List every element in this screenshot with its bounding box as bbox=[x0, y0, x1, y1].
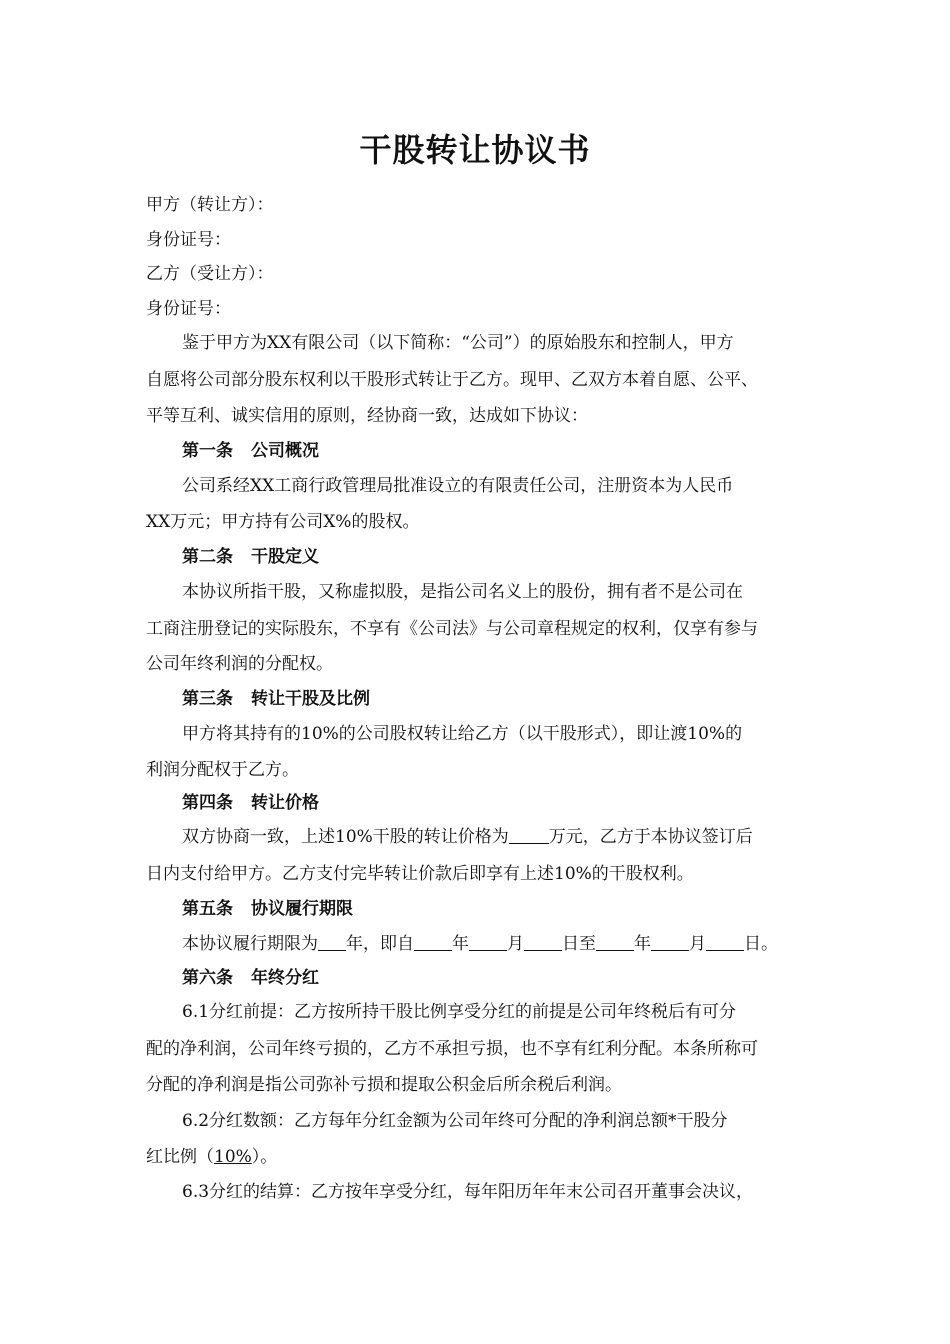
start-year-blank bbox=[414, 932, 452, 951]
article-name: 公司概况 bbox=[251, 441, 319, 461]
preamble-line: 平等互利、诚实信用的原则，经协商一致，达成如下协议： bbox=[146, 406, 588, 426]
article-name: 协议履行期限 bbox=[251, 899, 353, 919]
article-4-line: 日内支付给甲方。乙方支付完毕转让价款后即享有上述10%的干股权利。 bbox=[146, 864, 694, 884]
clause-6-1-line: 分配的净利润是指公司弥补亏损和提取公积金后所余税后利润。 bbox=[146, 1075, 622, 1095]
article-number: 第三条 bbox=[182, 689, 233, 709]
article-1-heading bbox=[182, 439, 319, 463]
article-2-line: 工商注册登记的实际股东，不享有《公司法》与公司章程规定的权利，仅享有参与 bbox=[146, 619, 758, 639]
article-4-heading bbox=[182, 791, 319, 815]
end-month-blank bbox=[651, 932, 689, 951]
clause-6-1-line: 6.1分红前提：乙方按所持干股比例享受分红的前提是公司年终税后有可分 bbox=[182, 1002, 737, 1022]
article-1-line: 公司系经XX工商行政管理局批准设立的有限责任公司，注册资本为人民币 bbox=[182, 476, 734, 496]
years-blank bbox=[318, 932, 346, 951]
article-number: 第六条 bbox=[182, 968, 233, 988]
start-month-blank bbox=[469, 932, 507, 951]
article-number: 第二条 bbox=[182, 547, 233, 567]
clause-6-2-line: 红比例（10%）。 bbox=[146, 1147, 278, 1167]
article-3-line: 利润分配权于乙方。 bbox=[146, 760, 299, 780]
end-day-blank bbox=[706, 932, 744, 951]
document-title: 干股转让协议书 bbox=[359, 131, 591, 169]
article-number: 第四条 bbox=[182, 793, 233, 813]
article-name: 干股定义 bbox=[251, 547, 319, 567]
article-1-line: XX万元；甲方持有公司X%的股权。 bbox=[146, 512, 420, 532]
article-name: 转让价格 bbox=[251, 793, 319, 813]
article-name: 转让干股及比例 bbox=[251, 689, 370, 709]
article-3-heading bbox=[182, 687, 370, 711]
party-b-label: 乙方（受让方）： bbox=[146, 264, 274, 284]
party-a-label: 甲方（转让方）： bbox=[146, 195, 274, 215]
article-5-heading bbox=[182, 897, 353, 921]
preamble-line: 自愿将公司部分股东权利以干股形式转让于乙方。现甲、乙双方本着自愿、公平、 bbox=[146, 370, 758, 390]
clause-6-1-line: 配的净利润，公司年终亏损的，乙方不承担亏损，也不享有红利分配。本条所称可 bbox=[146, 1039, 758, 1059]
price-blank bbox=[509, 825, 549, 844]
article-number: 第一条 bbox=[182, 441, 233, 461]
party-a-id-label: 身份证号： bbox=[146, 230, 231, 250]
start-day-blank bbox=[524, 932, 562, 951]
end-year-blank bbox=[596, 932, 634, 951]
article-4-line: 双方协商一致，上述10%干股的转让价格为 万元，乙方于本协议签订后 bbox=[182, 827, 753, 847]
article-3-line: 甲方将其持有的10%的公司股权转让给乙方（以干股形式），即让渡10%的 bbox=[182, 724, 743, 744]
article-5-line: 本协议履行期限为 年，即自 年 月 日至 年 月 日。 bbox=[182, 934, 778, 954]
article-6-heading bbox=[182, 966, 319, 990]
article-number: 第五条 bbox=[182, 899, 233, 919]
dividend-ratio: 10% bbox=[214, 1147, 252, 1167]
article-name: 年终分红 bbox=[251, 968, 319, 988]
party-b-id-label: 身份证号： bbox=[146, 299, 231, 319]
clause-6-2-line: 6.2分红数额：乙方每年分红金额为公司年终可分配的净利润总额*干股分 bbox=[182, 1111, 728, 1131]
clause-6-3-line: 6.3分红的结算：乙方按年享受分红，每年阳历年年末公司召开董事会决议， bbox=[182, 1182, 754, 1202]
article-2-line: 本协议所指干股，又称虚拟股，是指公司名义上的股份，拥有者不是公司在 bbox=[182, 582, 743, 602]
article-2-line: 公司年终利润的分配权。 bbox=[146, 654, 333, 674]
preamble-line: 鉴于甲方为XX有限公司（以下简称：“公司”）的原始股东和控制人，甲方 bbox=[182, 333, 734, 353]
article-2-heading bbox=[182, 545, 319, 569]
